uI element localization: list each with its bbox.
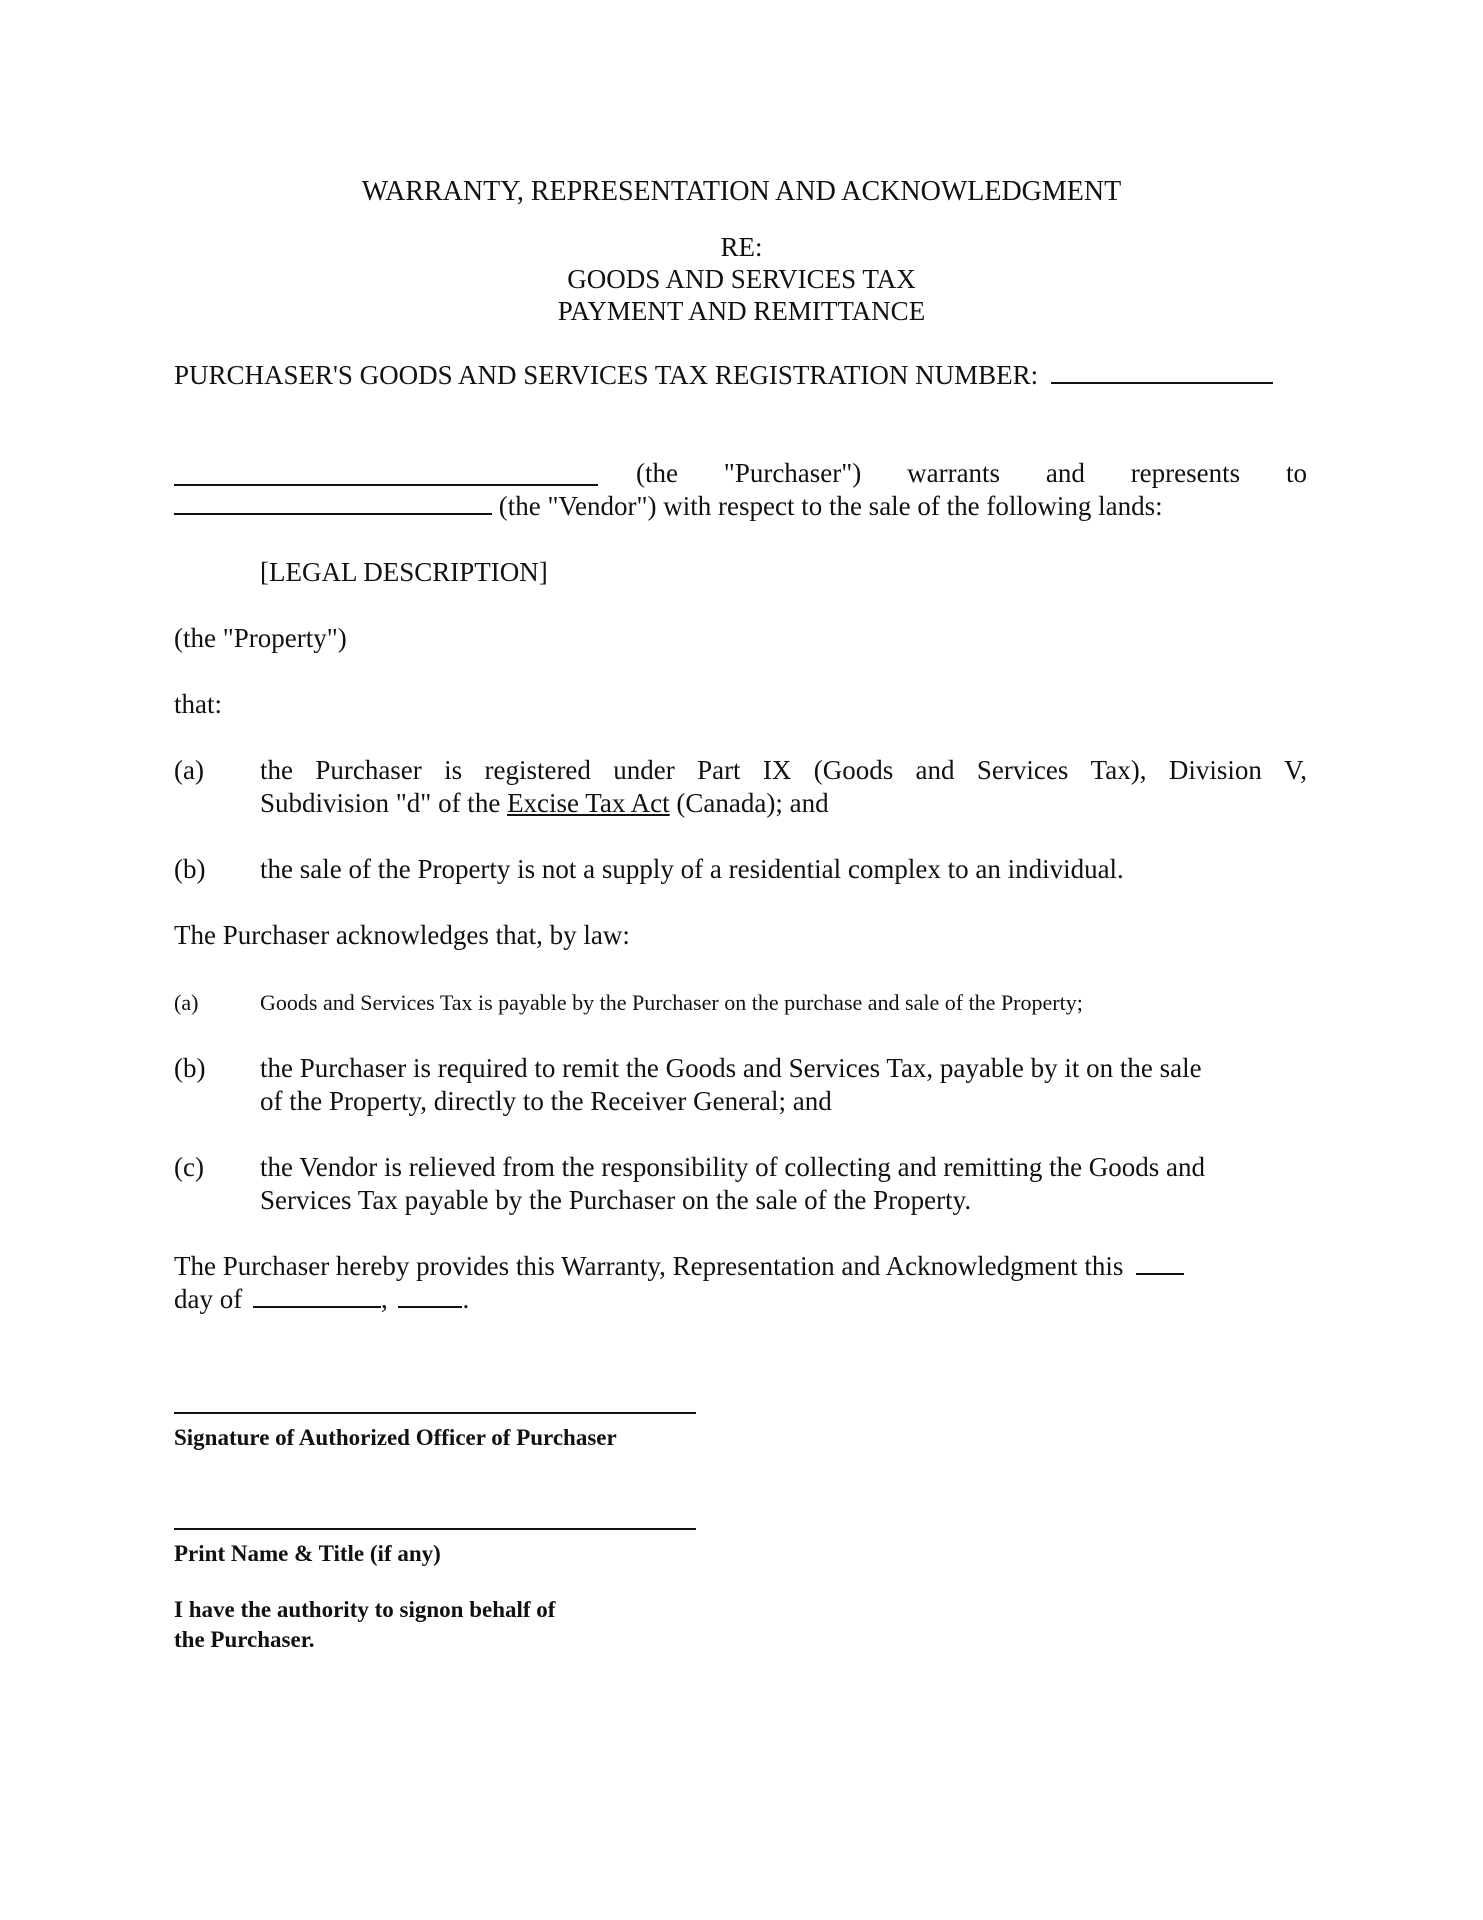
warranty-a-line-1-word: Tax), (1090, 755, 1147, 785)
parties-line-1-word: warrants (907, 458, 1001, 488)
warranty-a-line-1 (260, 753, 1307, 787)
parties-line-2-text: (the "Vendor") with respect to the sale of the following lands: (498, 491, 1163, 521)
registration-number-row (174, 358, 1273, 392)
ack-a-letter: (a) (174, 990, 199, 1015)
ack-b-line-2: of the Property, directly to the Receiver General; and (260, 1086, 832, 1116)
closing-line-1 (174, 1249, 1184, 1283)
day-number-blank[interactable] (1136, 1272, 1184, 1275)
month-blank[interactable] (253, 1305, 381, 1308)
day-of-label: day of (174, 1284, 243, 1314)
date-period: . (462, 1284, 470, 1314)
parties-line-1-word: represents (1130, 458, 1241, 488)
parties-line-1-text (636, 456, 1307, 490)
registration-label: PURCHASER'S GOODS AND SERVICES TAX REGISTRATION NUMBER: (174, 360, 1039, 390)
date-comma: , (380, 1284, 388, 1314)
document-title: WARRANTY, REPRESENTATION AND ACKNOWLEDGMENT (361, 176, 1122, 207)
parties-line-1-word: and (1045, 458, 1085, 488)
subtitle-payment: PAYMENT AND REMITTANCE (557, 296, 926, 326)
warranty-a-line-1-word: Purchaser (315, 755, 422, 785)
warranty-a-line-2-post: (Canada); and (669, 788, 829, 818)
ack-c-line-2: Services Tax payable by the Purchaser on the sale of the Property. (260, 1185, 972, 1215)
closing-text: The Purchaser hereby provides this Warranty, Representation and Acknowledgment this (174, 1251, 1124, 1281)
warranty-a-line-1-word: Division (1168, 755, 1262, 785)
ack-c-line-1: the Vendor is relieved from the responsibility of collecting and remitting the Goods and (260, 1152, 1206, 1182)
warranty-a-line-1-word: IX (762, 755, 792, 785)
excise-tax-act-reference: Excise Tax Act (507, 788, 670, 818)
parties-line-1-word: to (1285, 458, 1307, 488)
warranty-a-line-1-word: registered (484, 755, 591, 785)
authority-line-1: I have the authority to signon behalf of (174, 1597, 556, 1622)
warranty-a-line-1-word: under (613, 755, 675, 785)
warranty-a-line-2 (260, 786, 829, 820)
ack-b-letter: (b) (174, 1053, 206, 1083)
warranty-a-line-1-word: V, (1284, 755, 1307, 785)
warranty-b-text: the sale of the Property is not a supply of a residential complex to an individual. (260, 854, 1124, 884)
that-label: that: (174, 689, 222, 719)
warranty-a-letter: (a) (174, 755, 204, 785)
subtitle-gst: GOODS AND SERVICES TAX (567, 264, 916, 294)
warranty-a-line-1-word: (Goods (813, 755, 894, 785)
warranty-a-line-1-word: Part (697, 755, 741, 785)
vendor-name-blank[interactable] (174, 512, 492, 515)
ack-b-line-1: the Purchaser is required to remit the Goods and Services Tax, payable by it on the sale (260, 1053, 1202, 1083)
warranty-a-line-1-word: and (915, 755, 955, 785)
signature-label: Signature of Authorized Officer of Purchaser (174, 1425, 617, 1450)
warranty-a-line-1-word: the (260, 755, 293, 785)
warranty-a-line-1-word: Services (976, 755, 1069, 785)
print-name-line[interactable] (174, 1528, 696, 1530)
warranty-a-line-1-word: is (444, 755, 463, 785)
year-blank[interactable] (398, 1305, 462, 1308)
ack-a-text: Goods and Services Tax is payable by the Purchaser on the purchase and sale of the Property; (260, 990, 1083, 1015)
legal-description: [LEGAL DESCRIPTION] (260, 557, 548, 587)
purchaser-name-blank[interactable] (174, 484, 598, 486)
closing-line-2 (174, 1282, 469, 1316)
property-label: (the "Property") (174, 623, 347, 653)
print-name-label: Print Name & Title (if any) (174, 1541, 441, 1566)
parties-line-1 (174, 456, 1307, 490)
re-label: RE: (720, 232, 763, 262)
parties-line-1-word: (the (636, 458, 678, 488)
warranty-b-letter: (b) (174, 854, 206, 884)
parties-line-2 (174, 489, 1163, 523)
signature-line[interactable] (174, 1412, 696, 1414)
warranty-a-line-2-pre: Subdivision "d" of the (260, 788, 508, 818)
parties-line-1-word: "Purchaser") (723, 458, 862, 488)
acknowledge-intro: The Purchaser acknowledges that, by law: (174, 920, 630, 950)
ack-c-letter: (c) (174, 1152, 204, 1182)
authority-line-2: the Purchaser. (174, 1627, 315, 1652)
registration-number-blank[interactable] (1051, 381, 1273, 384)
